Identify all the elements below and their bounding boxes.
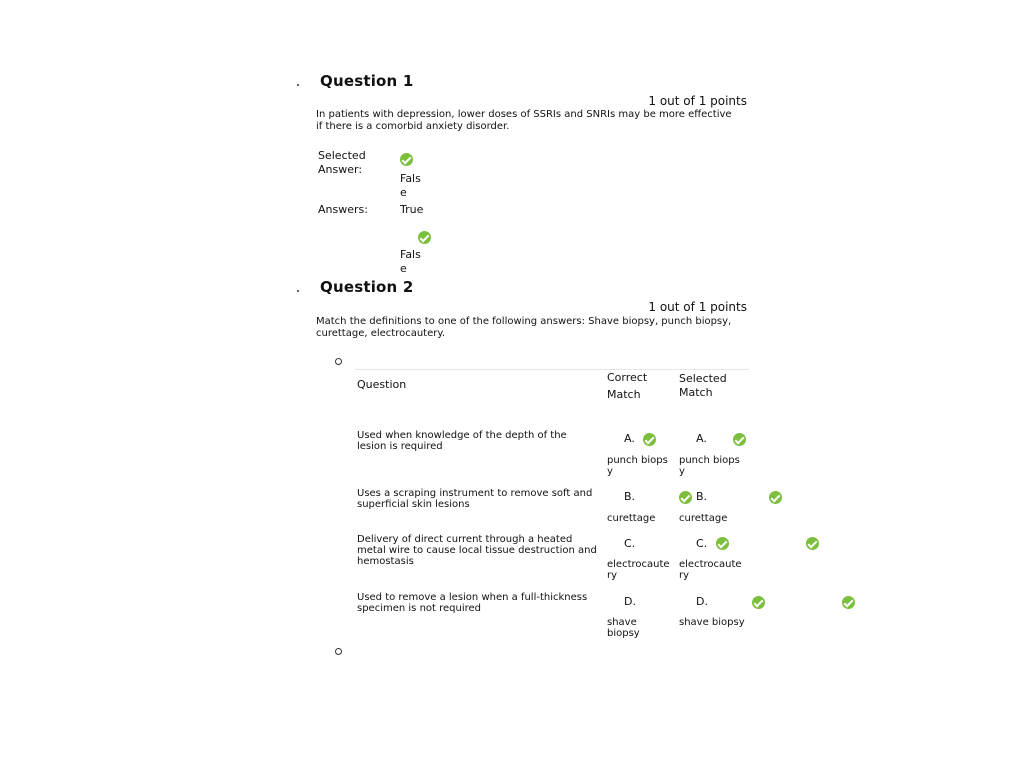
correct-match-text: electrocautery [607, 559, 670, 581]
correct-check-icon [400, 153, 413, 166]
selected-match-text: electrocautery [679, 559, 742, 581]
correct-check-icon [842, 596, 855, 609]
question-2-text: Match the definitions to one of the following answers: Shave biopsy, punch biopsy, curettage, electrocautery. [316, 316, 732, 339]
correct-check-icon [643, 433, 656, 446]
selected-letter: B. [696, 490, 708, 503]
correct-letter: C. [624, 537, 636, 550]
selected-letter: D. [696, 595, 708, 608]
answer-option-false: False [400, 248, 421, 275]
header-correct-match: Correct Match [607, 371, 648, 401]
correct-letter: A. [624, 432, 635, 445]
list-circle-bullet [335, 648, 342, 655]
selected-letter: C. [696, 537, 708, 550]
row-question: Used when knowledge of the depth of the lesion is required [357, 430, 567, 452]
correct-check-icon [752, 596, 765, 609]
selected-match-text: punch biopsy [679, 455, 740, 477]
correct-check-icon [418, 231, 431, 244]
answer-option-true: True [400, 203, 424, 216]
correct-check-icon [806, 537, 819, 550]
question-1-text: In patients with depression, lower doses of SSRIs and SNRIs may be more effective if there is a comorbid anxiety disorder. [316, 109, 732, 132]
selected-letter: A. [696, 432, 707, 445]
question-2-bullet [297, 290, 299, 292]
row-question: Uses a scraping instrument to remove soft and superficial skin lesions [357, 488, 593, 510]
question-1-title: Question 1 [320, 72, 414, 90]
correct-check-icon [769, 491, 782, 504]
correct-match-text: punch biopsy [607, 455, 668, 477]
correct-match-text: shave biopsy [607, 617, 640, 639]
question-2-title: Question 2 [320, 278, 414, 296]
selected-answer-label: Selected Answer: [318, 149, 366, 176]
correct-check-icon [733, 433, 746, 446]
correct-match-text: curettage [607, 513, 656, 524]
question-2-points: 1 out of 1 points [648, 300, 747, 314]
list-circle-bullet [335, 358, 342, 365]
row-question: Delivery of direct current through a heated metal wire to cause local tissue destruction and hemostasis [357, 534, 597, 567]
correct-letter: D. [624, 595, 636, 608]
selected-answer-value: False [400, 172, 421, 199]
correct-check-icon [716, 537, 729, 550]
question-1-points: 1 out of 1 points [648, 94, 747, 108]
correct-check-icon [679, 491, 692, 504]
correct-letter: B. [624, 490, 636, 503]
question-1-bullet [297, 84, 299, 86]
selected-match-text: shave biopsy [679, 617, 745, 628]
selected-match-text: curettage [679, 513, 728, 524]
header-question: Question [357, 378, 407, 391]
table-top-divider [355, 369, 749, 370]
row-question: Used to remove a lesion when a full-thickness specimen is not required [357, 592, 588, 614]
answers-label: Answers: [318, 203, 368, 216]
header-selected-match: Selected Match [679, 372, 727, 399]
